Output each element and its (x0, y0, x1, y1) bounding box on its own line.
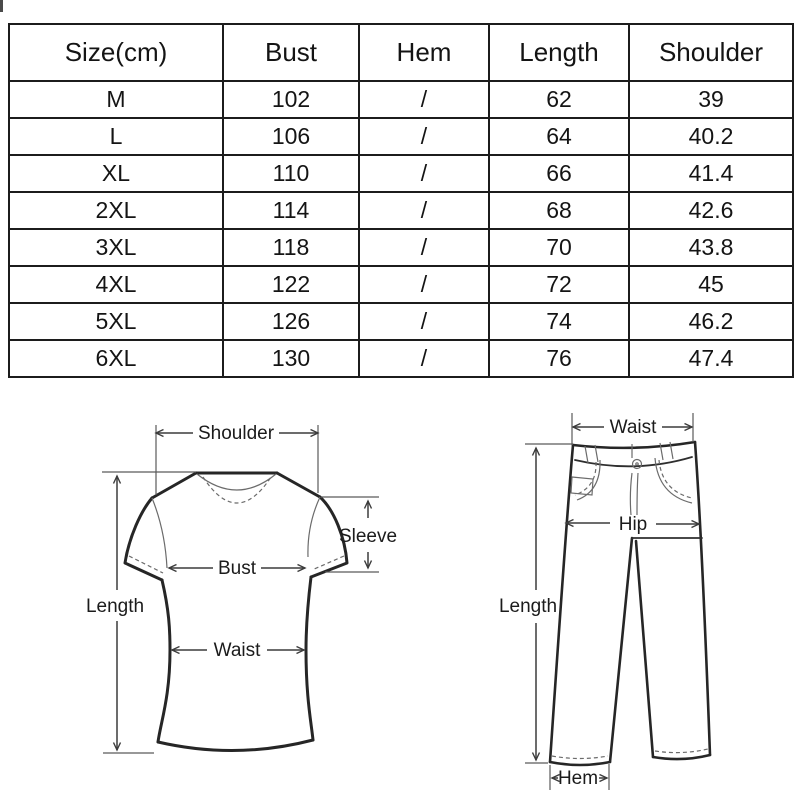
left-sleeve-stitch (129, 556, 163, 573)
pants-measurement-diagram (470, 405, 800, 800)
table-row (9, 266, 793, 303)
table-row (9, 303, 793, 340)
collar-seam (197, 474, 276, 490)
cell-bust: 106 (223, 118, 359, 155)
right-armhole-seam (308, 497, 320, 557)
tshirt-length-label: Length (85, 596, 145, 617)
tshirt-outline (125, 473, 347, 751)
table-row (9, 81, 793, 118)
cell-bust: 126 (223, 303, 359, 340)
tshirt-waist-dimension (172, 640, 304, 661)
cell-hem: / (359, 303, 489, 340)
hem-dimension (550, 764, 609, 790)
hip-dimension (566, 514, 699, 535)
cell-hem: / (359, 192, 489, 229)
right-sleeve-stitch (312, 556, 344, 570)
right-hem-stitch (655, 749, 708, 753)
header-length: Length (489, 24, 629, 81)
cell-bust: 122 (223, 266, 359, 303)
button (633, 460, 642, 469)
cell-length: 62 (489, 81, 629, 118)
cell-length: 64 (489, 118, 629, 155)
fly-seam (630, 473, 638, 515)
left-hem-stitch (552, 756, 608, 759)
cell-hem: / (359, 266, 489, 303)
button-hole (636, 463, 638, 465)
cell-size: M (9, 81, 223, 118)
tshirt-measurement-diagram (55, 405, 455, 800)
waistband-details (571, 442, 692, 515)
cell-shoulder: 42.6 (629, 192, 793, 229)
cell-shoulder: 40.2 (629, 118, 793, 155)
cell-shoulder: 46.2 (629, 303, 793, 340)
cell-size: 2XL (9, 192, 223, 229)
cell-length: 76 (489, 340, 629, 377)
header-size: Size(cm) (9, 24, 223, 81)
cell-hem: / (359, 118, 489, 155)
cell-hem: / (359, 229, 489, 266)
cell-length: 74 (489, 303, 629, 340)
cell-size: XL (9, 155, 223, 192)
table-row (9, 118, 793, 155)
cell-shoulder: 41.4 (629, 155, 793, 192)
bust-label: Bust (217, 558, 257, 579)
bust-dimension (169, 558, 305, 579)
table-row (9, 229, 793, 266)
header-shoulder: Shoulder (629, 24, 793, 81)
cell-size: 3XL (9, 229, 223, 266)
cell-bust: 118 (223, 229, 359, 266)
shoulder-label: Shoulder (197, 423, 275, 444)
pants-outline (550, 442, 710, 765)
cell-shoulder: 39 (629, 81, 793, 118)
table-row (9, 155, 793, 192)
header-hem: Hem (359, 24, 489, 81)
table-header-row (9, 24, 793, 81)
hem-label: Hem (557, 768, 599, 789)
pants-waist-label: Waist (609, 417, 657, 438)
cell-hem: / (359, 340, 489, 377)
hip-label: Hip (618, 514, 648, 535)
shoulder-dimension (156, 423, 318, 495)
table-row (9, 192, 793, 229)
cell-bust: 130 (223, 340, 359, 377)
scan-artifact-mark (0, 0, 3, 12)
cell-hem: / (359, 155, 489, 192)
cell-shoulder: 45 (629, 266, 793, 303)
cell-hem: / (359, 81, 489, 118)
sleeve-dimension (321, 497, 397, 572)
tshirt-waist-label: Waist (213, 640, 261, 661)
cell-length: 70 (489, 229, 629, 266)
cell-bust: 110 (223, 155, 359, 192)
right-pocket-stitch (659, 460, 692, 498)
cell-length: 66 (489, 155, 629, 192)
sleeve-label: Sleeve (338, 526, 398, 547)
cell-shoulder: 47.4 (629, 340, 793, 377)
cell-length: 72 (489, 266, 629, 303)
size-table (8, 23, 794, 378)
cell-size: 4XL (9, 266, 223, 303)
cell-shoulder: 43.8 (629, 229, 793, 266)
cell-size: 5XL (9, 303, 223, 340)
cell-length: 68 (489, 192, 629, 229)
table-row (9, 340, 793, 377)
cell-bust: 114 (223, 192, 359, 229)
cell-size: L (9, 118, 223, 155)
cell-size: 6XL (9, 340, 223, 377)
cell-bust: 102 (223, 81, 359, 118)
header-bust: Bust (223, 24, 359, 81)
pants-waist-dimension (572, 413, 693, 445)
pants-length-label: Length (498, 596, 558, 617)
left-armhole-seam (152, 498, 167, 568)
